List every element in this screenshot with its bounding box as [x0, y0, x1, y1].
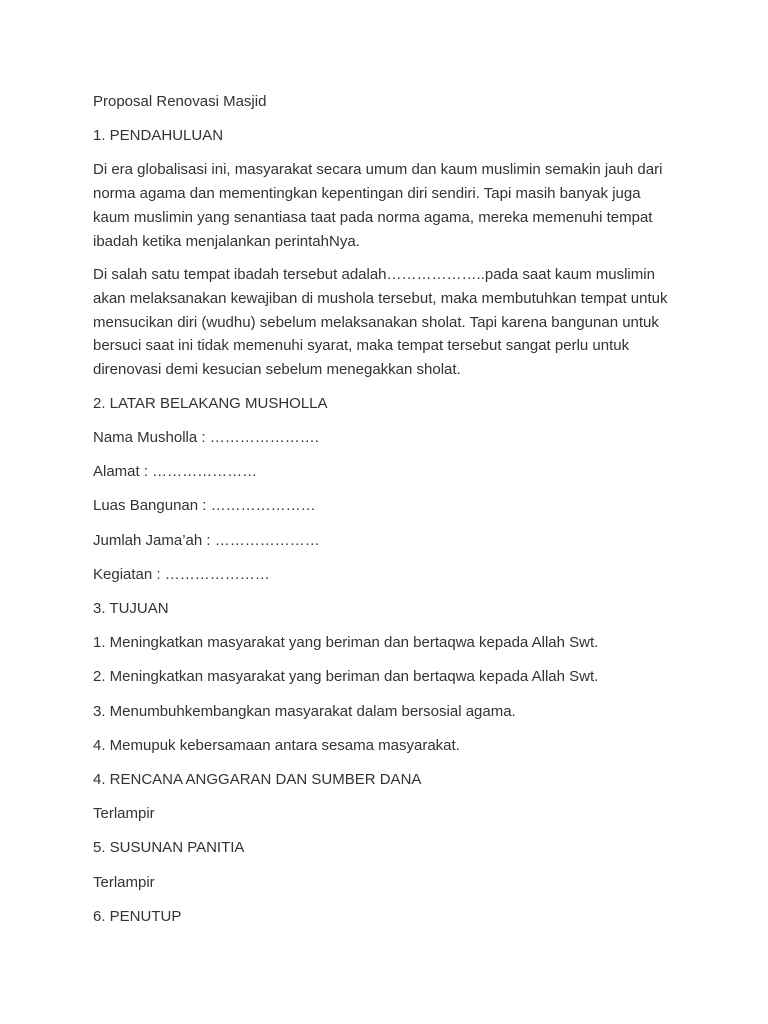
background-field-activities: Kegiatan : …………………: [93, 565, 270, 583]
section-heading-closing: 6. PENUTUP: [93, 907, 182, 925]
section-heading-committee: 5. SUSUNAN PANITIA: [93, 839, 245, 857]
section-heading-background: 2. LATAR BELAKANG MUSHOLLA: [93, 394, 328, 412]
section-heading-budget: 4. RENCANA ANGGARAN DAN SUMBER DANA: [93, 770, 422, 788]
budget-text: Terlampir: [93, 805, 155, 823]
section-heading-goals: 3. TUJUAN: [93, 599, 169, 617]
goal-item: 4. Memupuk kebersamaan antara sesama masyarakat.: [93, 736, 460, 754]
document-title: Proposal Renovasi Masjid: [93, 93, 267, 110]
intro-paragraph-2: Di salah satu tempat ibadah tersebut adalah………………..pada saat kaum muslimin akan melaksanakan kewajiban di mushola tersebut, maka membutuhkan tempat untuk mensucikan diri (wudhu) sebelum melaksanakan sholat. Tapi karena bangunan untuk bersuci saat ini tidak memenuhi syarat, maka tempat tersebut sangat perlu untuk direnovasi demi kesucian sebelum menegakkan sholat.: [93, 266, 668, 379]
goal-item: 3. Menumbuhkembangkan masyarakat dalam bersosial agama.: [93, 702, 516, 720]
goal-item: 2. Meningkatkan masyarakat yang beriman dan bertaqwa kepada Allah Swt.: [93, 668, 599, 686]
committee-text: Terlampir: [93, 873, 155, 891]
background-field-congregation: Jumlah Jama’ah : …………………: [93, 531, 320, 549]
background-field-area: Luas Bangunan : …………………: [93, 497, 316, 515]
background-field-name: Nama Musholla : ………………….: [93, 428, 319, 446]
section-heading-intro: 1. PENDAHULUAN: [93, 127, 224, 145]
background-field-address: Alamat : …………………: [93, 463, 258, 481]
intro-paragraph-1: Di era globalisasi ini, masyarakat secara umum dan kaum muslimin semakin jauh dari norma agama dan mementingkan kepentingan diri sendiri. Tapi masih banyak juga kaum muslimin yang senantiasa taat pada norma agama, mereka memenuhi tempat ibadah ketika menjalankan perintahNya.: [93, 161, 663, 250]
document-page: [93, 90, 673, 939]
goal-item: 1. Meningkatkan masyarakat yang beriman dan bertaqwa kepada Allah Swt.: [93, 634, 599, 652]
